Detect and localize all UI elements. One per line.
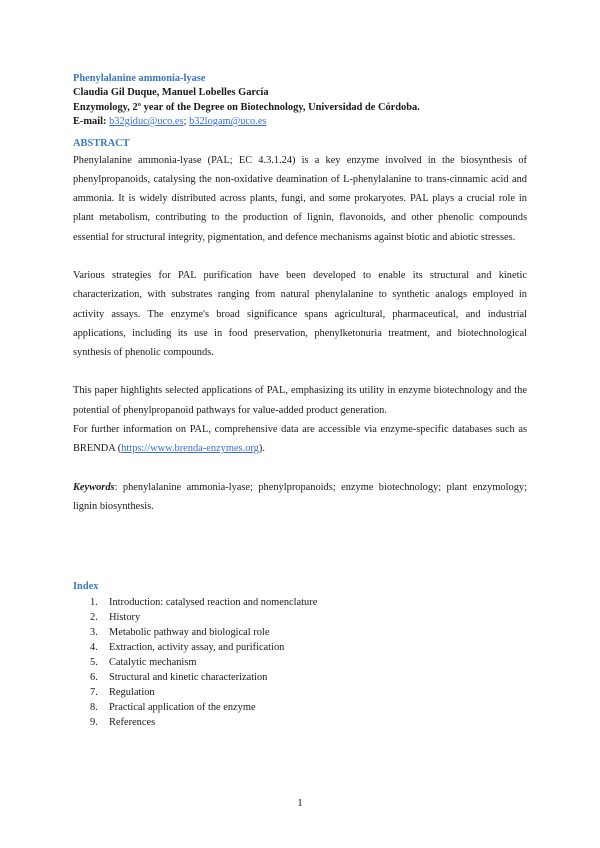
- email-line: [73, 115, 527, 130]
- index-item-number: 3.: [90, 627, 98, 639]
- index-item-number: 5.: [90, 656, 98, 668]
- email-link-2[interactable]: b32logam@uco.es: [189, 116, 267, 127]
- index-item: [73, 716, 527, 731]
- index-item-number: 9.: [90, 716, 98, 728]
- index-item: [73, 656, 527, 671]
- abstract-paragraph-1: Phenylalanine ammonia-lyase (PAL; EC 4.3.1.24) is a key enzyme involved in the biosynthesis of phenylpropanoids, catalysing the non-oxidative deamination of L-phenylalanine to trans-cinnamic acid and ammonia. It is widely distributed across plants, fungi, and some prokaryotes. PAL plays a crucial role in plant metabolism, contributing to the production of lignin, flavonoids, and other phenolic compounds essential for structural integrity, pigmentation, and defence mechanisms against biotic and abiotic stresses.: [73, 154, 527, 243]
- index-item: [73, 626, 527, 641]
- paper-title: Phenylalanine ammonia-lyase: [73, 73, 206, 84]
- email-separator: ;: [183, 116, 187, 127]
- abstract-paragraph-3: This paper highlights selected applications of PAL, emphasizing its utility in enzyme biotechnology and the potential of phenylpropanoid pathways for value-added product generation.: [73, 385, 527, 416]
- index-item: [73, 641, 527, 656]
- index-item: [73, 671, 527, 686]
- index-item: [73, 596, 527, 611]
- index-item-number: 4.: [90, 641, 98, 653]
- index-list: [73, 596, 527, 730]
- email-link-1[interactable]: b32giduc@uco.es: [109, 116, 184, 127]
- keywords-text: : phenylalanine ammonia-lyase; phenylpropanoids; enzyme biotechnology; plant enzymology; lignin biosynthesis.: [73, 481, 527, 512]
- index-item-label: Metabolic pathway and biological role: [109, 627, 270, 639]
- index-item-number: 7.: [90, 686, 98, 698]
- index-item-number: 1.: [90, 597, 98, 609]
- index-item: [73, 611, 527, 626]
- index-item-label: Structural and kinetic characterization: [109, 671, 268, 683]
- affiliation: Enzymology, 2º year of the Degree on Biotechnology, Universidad de Córdoba.: [73, 101, 420, 113]
- index-item: [73, 701, 527, 716]
- brenda-text-pre: For further information on PAL, comprehensive data are accessible via enzyme-specific databases such as BRENDA (: [73, 424, 527, 455]
- page-number: 1: [297, 797, 303, 809]
- abstract-paragraph-2: Various strategies for PAL purification have been developed to enable its structural and kinetic characterization, with substrates ranging from natural phenylalanine to synthetic analogs employed in activity assays. The enzyme's broad significance spans agricultural, pharmaceutical, and industrial applications, including its use in food preservation, phenylketonuria treatment, and biotechnological synthesis of phenolic compounds.: [73, 269, 527, 359]
- abstract-paragraph-4: [73, 420, 527, 459]
- index-item-label: Practical application of the enzyme: [109, 701, 256, 713]
- index-heading: Index: [73, 581, 99, 593]
- index-item-label: Regulation: [109, 686, 155, 698]
- index-item-label: History: [109, 612, 141, 624]
- page-content: [73, 72, 527, 730]
- index-item-number: 6.: [90, 671, 98, 683]
- brenda-text-post: ).: [258, 443, 265, 455]
- index-item-label: Catalytic mechanism: [109, 656, 197, 668]
- index-item: [73, 686, 527, 701]
- email-label: E-mail:: [73, 116, 107, 127]
- authors: Claudia Gil Duque, Manuel Lobelles García: [73, 87, 269, 98]
- keywords-label: Keywords: [73, 481, 115, 493]
- index-item-label: Extraction, activity assay, and purification: [109, 641, 285, 653]
- index-item-number: 2.: [90, 612, 98, 624]
- keywords-paragraph: [73, 478, 527, 517]
- index-item-number: 8.: [90, 701, 98, 713]
- abstract-heading: ABSTRACT: [73, 137, 130, 149]
- index-item-label: Introduction: catalysed reaction and nomenclature: [109, 597, 318, 609]
- index-item-label: References: [109, 716, 156, 728]
- brenda-link[interactable]: https://www.brenda-enzymes.org: [121, 443, 259, 455]
